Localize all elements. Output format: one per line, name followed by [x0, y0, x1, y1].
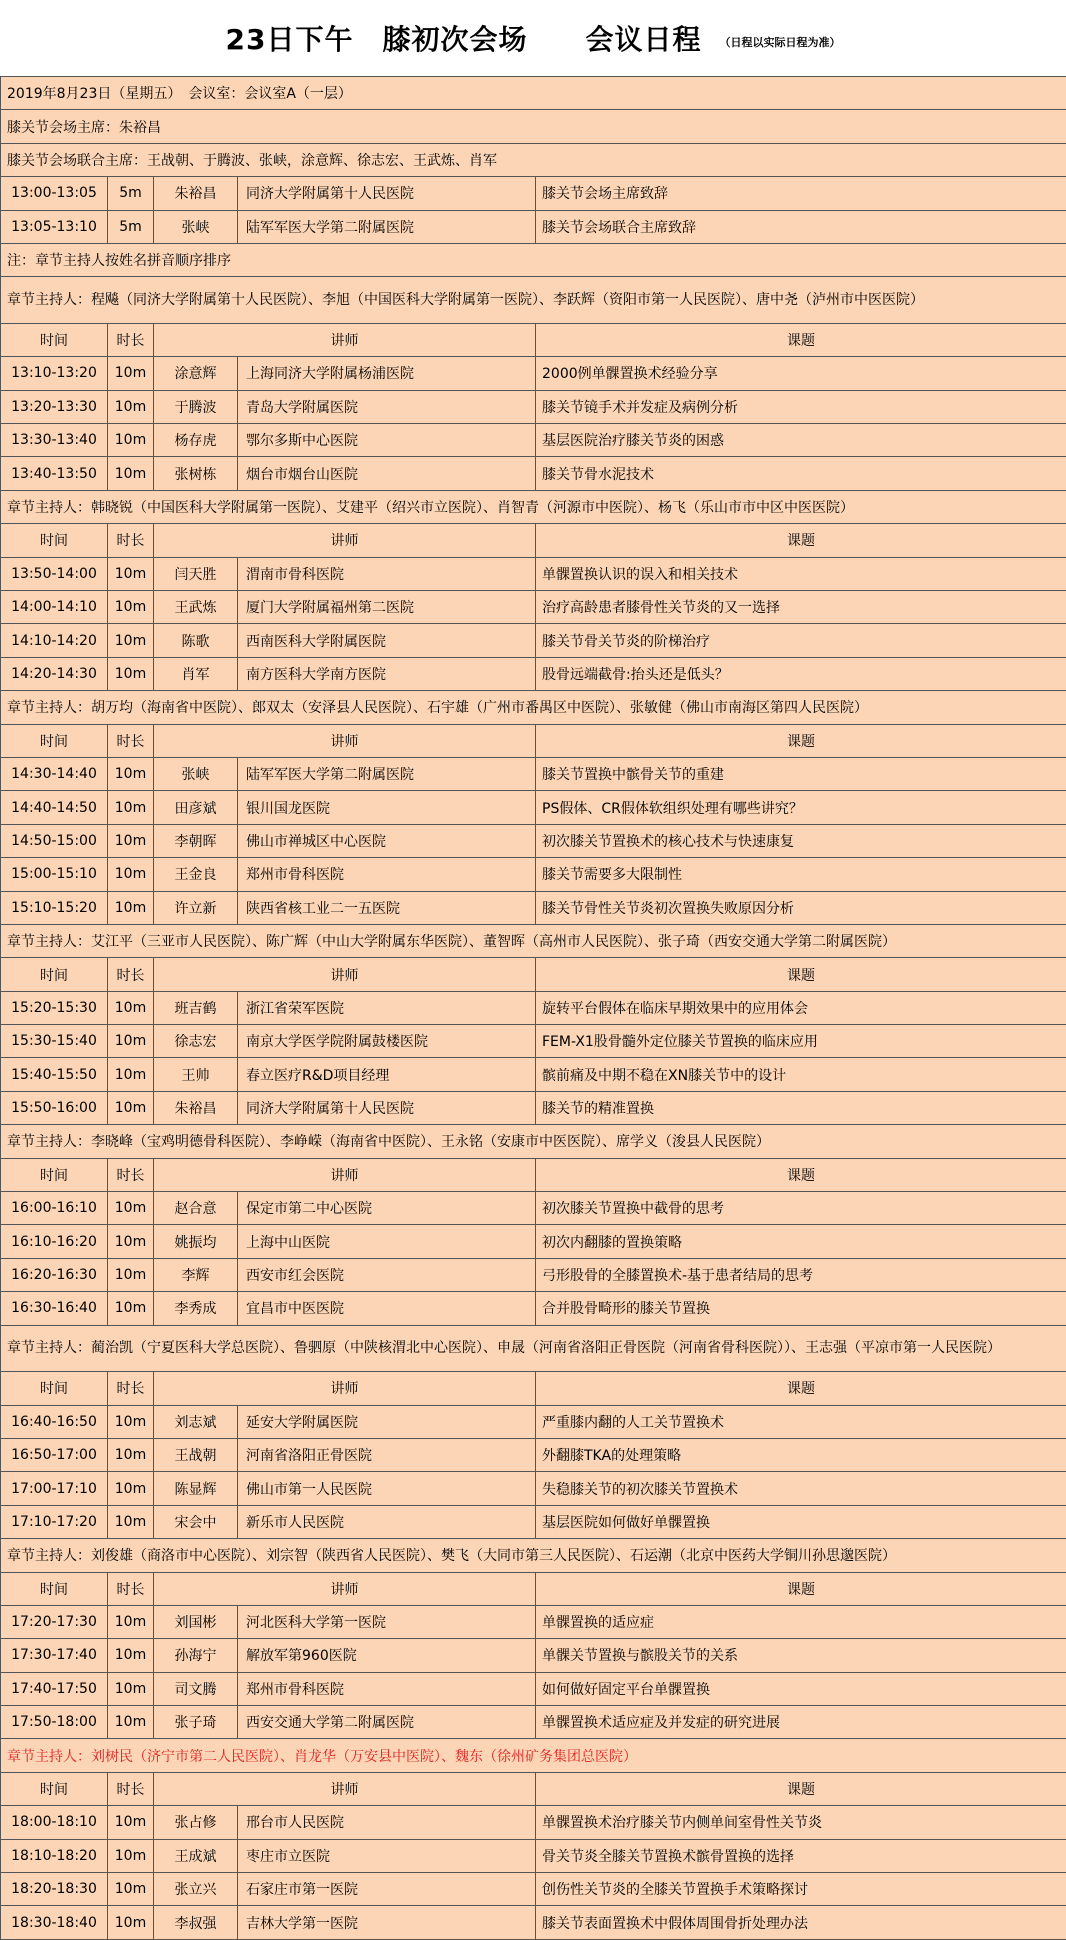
session-row — [1, 1025, 1066, 1058]
session-duration: 10m — [108, 1839, 154, 1872]
column-header-row — [1, 1772, 1066, 1805]
session-row — [1, 624, 1066, 657]
session-topic: 膝关节骨水泥技术 — [536, 457, 1066, 490]
lecturer-name: 王金良 — [154, 858, 238, 891]
session-duration: 10m — [108, 1806, 154, 1839]
session-time: 13:20-13:30 — [1, 390, 108, 423]
session-time: 18:30-18:40 — [1, 1906, 108, 1940]
section-chairs: 章节主持人：艾江平（三亚市人民医院）、陈广辉（中山大学附属东华医院）、董智晖（高州市人民医院）、张子琦（西安交通大学第二附属医院） — [1, 924, 1066, 957]
header-topic: 课题 — [536, 1772, 1066, 1805]
session-time: 13:30-13:40 — [1, 424, 108, 457]
session-duration: 10m — [108, 457, 154, 490]
lecturer-name: 陈歌 — [154, 624, 238, 657]
chair-row — [1, 924, 1066, 957]
lecturer-hospital: 同济大学附属第十人民医院 — [238, 1091, 536, 1124]
chair-row — [1, 277, 1066, 324]
session-row — [1, 1639, 1066, 1672]
session-row — [1, 657, 1066, 690]
section-chairs: 章节主持人：刘俊雄（商洛市中心医院）、刘宗智（陕西省人民医院）、樊飞（大同市第三人民医院）、石运潮（北京中医药大学铜川孙思邈医院） — [1, 1539, 1066, 1572]
lecturer-hospital: 南京大学医学院附属鼓楼医院 — [238, 1025, 536, 1058]
session-duration: 10m — [108, 357, 154, 390]
section-chairs: 章节主持人：蔺治凯（宁夏医科大学总医院）、鲁驷原（中陕核渭北中心医院）、申晟（河南省洛阳正骨医院（河南省骨科医院））、王志强（平凉市第一人民医院） — [1, 1325, 1066, 1372]
lecturer-hospital: 陆军军医大学第二附属医院 — [238, 757, 536, 790]
lecturer-hospital: 吉林大学第一医院 — [238, 1906, 536, 1940]
session-time: 16:10-16:20 — [1, 1225, 108, 1258]
session-time: 17:30-17:40 — [1, 1639, 108, 1672]
session-row — [1, 1873, 1066, 1906]
session-duration: 5m — [108, 210, 154, 243]
session-topic: 单髁置换术治疗膝关节内侧单间室骨性关节炎 — [536, 1806, 1066, 1839]
lecturer-name: 赵合意 — [154, 1192, 238, 1225]
session-topic: 初次膝关节置换中截骨的思考 — [536, 1192, 1066, 1225]
info-row — [1, 110, 1066, 143]
session-duration: 10m — [108, 390, 154, 423]
session-time: 17:20-17:30 — [1, 1605, 108, 1638]
header-lecturer: 讲师 — [154, 524, 536, 557]
lecturer-name: 闫天胜 — [154, 557, 238, 590]
lecturer-hospital: 邢台市人民医院 — [238, 1806, 536, 1839]
info-text: 2019年8月23日（星期五） 会议室：会议室A（一层） — [1, 77, 1066, 110]
lecturer-hospital: 宜昌市中医医院 — [238, 1292, 536, 1325]
session-row — [1, 1505, 1066, 1538]
session-duration: 10m — [108, 1258, 154, 1291]
chair-row — [1, 1325, 1066, 1372]
section-chairs: 章节主持人：李晓峰（宝鸡明德骨科医院）、李峥嵘（海南省中医院）、王永铭（安康市中医医院）、席学义（浚县人民医院） — [1, 1125, 1066, 1158]
session-row — [1, 1225, 1066, 1258]
session-topic: 基层医院治疗膝关节炎的困惑 — [536, 424, 1066, 457]
lecturer-hospital: 鄂尔多斯中心医院 — [238, 424, 536, 457]
session-row — [1, 824, 1066, 857]
session-time: 15:20-15:30 — [1, 991, 108, 1024]
lecturer-hospital: 陆军军医大学第二附属医院 — [238, 210, 536, 243]
session-topic: 膝关节骨性关节炎初次置换失败原因分析 — [536, 891, 1066, 924]
session-row — [1, 557, 1066, 590]
info-row — [1, 243, 1066, 276]
session-time: 13:05-13:10 — [1, 210, 108, 243]
lecturer-hospital: 烟台市烟台山医院 — [238, 457, 536, 490]
info-row — [1, 77, 1066, 110]
lecturer-name: 张树栋 — [154, 457, 238, 490]
column-header-row — [1, 958, 1066, 991]
header-time: 时间 — [1, 1158, 108, 1191]
session-duration: 10m — [108, 557, 154, 590]
session-time: 17:40-17:50 — [1, 1672, 108, 1705]
lecturer-name: 孙海宁 — [154, 1639, 238, 1672]
header-time: 时间 — [1, 323, 108, 356]
session-row — [1, 1438, 1066, 1471]
session-topic: 膝关节骨关节炎的阶梯治疗 — [536, 624, 1066, 657]
lecturer-hospital: 银川国龙医院 — [238, 791, 536, 824]
lecturer-hospital: 渭南市骨科医院 — [238, 557, 536, 590]
lecturer-name: 张占修 — [154, 1806, 238, 1839]
lecturer-name: 王武炼 — [154, 591, 238, 624]
session-topic: 股骨远端截骨:抬头还是低头？ — [536, 657, 1066, 690]
page-title: 23日下午 膝初次会场 会议日程 — [225, 23, 702, 56]
header-topic: 课题 — [536, 524, 1066, 557]
session-topic: 膝关节表面置换术中假体周围骨折处理办法 — [536, 1906, 1066, 1940]
session-row — [1, 1405, 1066, 1438]
session-time: 18:00-18:10 — [1, 1806, 108, 1839]
session-duration: 10m — [108, 1472, 154, 1505]
session-duration: 10m — [108, 1405, 154, 1438]
lecturer-hospital: 河南省洛阳正骨医院 — [238, 1438, 536, 1471]
lecturer-name: 李叔强 — [154, 1906, 238, 1940]
lecturer-hospital: 陕西省核工业二一五医院 — [238, 891, 536, 924]
session-time: 15:50-16:00 — [1, 1091, 108, 1124]
lecturer-hospital: 石家庄市第一医院 — [238, 1873, 536, 1906]
session-duration: 10m — [108, 657, 154, 690]
session-time: 15:40-15:50 — [1, 1058, 108, 1091]
session-duration: 10m — [108, 757, 154, 790]
info-text: 膝关节会场联合主席：王战朝、于腾波、张峡，涂意辉、徐志宏、王武炼、肖军 — [1, 143, 1066, 176]
header-topic: 课题 — [536, 1158, 1066, 1191]
session-topic: 膝关节需要多大限制性 — [536, 858, 1066, 891]
session-topic: 单髁置换认识的误入和相关技术 — [536, 557, 1066, 590]
session-time: 15:00-15:10 — [1, 858, 108, 891]
session-row — [1, 357, 1066, 390]
session-topic: 如何做好固定平台单髁置换 — [536, 1672, 1066, 1705]
session-topic: 初次内翻膝的置换策略 — [536, 1225, 1066, 1258]
session-row — [1, 457, 1066, 490]
session-topic: 单髁置换术适应症及并发症的研究进展 — [536, 1706, 1066, 1739]
session-duration: 10m — [108, 791, 154, 824]
session-duration: 10m — [108, 858, 154, 891]
lecturer-name: 班吉鹤 — [154, 991, 238, 1024]
session-time: 15:10-15:20 — [1, 891, 108, 924]
schedule-table — [0, 76, 1066, 1940]
lecturer-hospital: 新乐市人民医院 — [238, 1505, 536, 1538]
session-time: 14:40-14:50 — [1, 791, 108, 824]
lecturer-name: 姚振均 — [154, 1225, 238, 1258]
lecturer-hospital: 延安大学附属医院 — [238, 1405, 536, 1438]
session-time: 14:10-14:20 — [1, 624, 108, 657]
lecturer-name: 杨存虎 — [154, 424, 238, 457]
lecturer-hospital: 青岛大学附属医院 — [238, 390, 536, 423]
lecturer-name: 涂意辉 — [154, 357, 238, 390]
header-lecturer: 讲师 — [154, 724, 536, 757]
session-topic: 膝关节会场主席致辞 — [536, 177, 1066, 210]
header-time: 时间 — [1, 1772, 108, 1805]
header-time: 时间 — [1, 524, 108, 557]
header-duration: 时长 — [108, 524, 154, 557]
lecturer-name: 王帅 — [154, 1058, 238, 1091]
session-row — [1, 591, 1066, 624]
header-duration: 时长 — [108, 1372, 154, 1405]
session-topic: FEM-X1股骨髓外定位膝关节置换的临床应用 — [536, 1025, 1066, 1058]
info-row — [1, 143, 1066, 176]
session-row — [1, 757, 1066, 790]
lecturer-name: 许立新 — [154, 891, 238, 924]
header-duration: 时长 — [108, 323, 154, 356]
header-lecturer: 讲师 — [154, 1158, 536, 1191]
session-time: 14:20-14:30 — [1, 657, 108, 690]
lecturer-name: 陈显辉 — [154, 1472, 238, 1505]
session-time: 15:30-15:40 — [1, 1025, 108, 1058]
session-time: 17:50-18:00 — [1, 1706, 108, 1739]
lecturer-name: 朱裕昌 — [154, 177, 238, 210]
session-row — [1, 1672, 1066, 1705]
session-time: 13:00-13:05 — [1, 177, 108, 210]
session-row — [1, 1605, 1066, 1638]
session-time: 14:50-15:00 — [1, 824, 108, 857]
session-duration: 10m — [108, 1225, 154, 1258]
lecturer-name: 宋会中 — [154, 1505, 238, 1538]
session-duration: 10m — [108, 1025, 154, 1058]
session-row — [1, 1258, 1066, 1291]
section-chairs: 章节主持人：韩晓锐（中国医科大学附属第一医院）、艾建平（绍兴市立医院）、肖智青（河源市中医院）、杨飞（乐山市市中区中医医院） — [1, 490, 1066, 523]
header-duration: 时长 — [108, 1772, 154, 1805]
session-duration: 10m — [108, 1639, 154, 1672]
chair-row — [1, 691, 1066, 724]
lecturer-name: 徐志宏 — [154, 1025, 238, 1058]
session-topic: 单髁关节置换与髌股关节的关系 — [536, 1639, 1066, 1672]
header-time: 时间 — [1, 1372, 108, 1405]
column-header-row — [1, 1372, 1066, 1405]
lecturer-hospital: 西安市红会医院 — [238, 1258, 536, 1291]
session-time: 14:00-14:10 — [1, 591, 108, 624]
session-topic: 膝关节会场联合主席致辞 — [536, 210, 1066, 243]
header-time: 时间 — [1, 724, 108, 757]
column-header-row — [1, 724, 1066, 757]
session-topic: 单髁置换的适应症 — [536, 1605, 1066, 1638]
session-duration: 10m — [108, 824, 154, 857]
session-duration: 10m — [108, 1672, 154, 1705]
session-time: 16:50-17:00 — [1, 1438, 108, 1471]
session-row — [1, 1192, 1066, 1225]
session-topic: 髌前痛及中期不稳在XN膝关节中的设计 — [536, 1058, 1066, 1091]
session-duration: 10m — [108, 591, 154, 624]
session-topic: 基层医院如何做好单髁置换 — [536, 1505, 1066, 1538]
lecturer-name: 王成斌 — [154, 1839, 238, 1872]
session-row — [1, 1839, 1066, 1872]
lecturer-name: 刘国彬 — [154, 1605, 238, 1638]
lecturer-name: 王战朝 — [154, 1438, 238, 1471]
lecturer-hospital: 郑州市骨科医院 — [238, 858, 536, 891]
lecturer-hospital: 上海中山医院 — [238, 1225, 536, 1258]
session-time: 16:30-16:40 — [1, 1292, 108, 1325]
header-lecturer: 讲师 — [154, 1772, 536, 1805]
session-duration: 10m — [108, 1605, 154, 1638]
column-header-row — [1, 323, 1066, 356]
lecturer-hospital: 同济大学附属第十人民医院 — [238, 177, 536, 210]
lecturer-hospital: 佛山市禅城区中心医院 — [238, 824, 536, 857]
session-topic: 2000例单髁置换术经验分享 — [536, 357, 1066, 390]
header-topic: 课题 — [536, 1372, 1066, 1405]
session-time: 17:00-17:10 — [1, 1472, 108, 1505]
header-topic: 课题 — [536, 958, 1066, 991]
lecturer-hospital: 枣庄市立医院 — [238, 1839, 536, 1872]
column-header-row — [1, 1158, 1066, 1191]
header-lecturer: 讲师 — [154, 958, 536, 991]
session-row — [1, 1706, 1066, 1739]
session-topic: 合并股骨畸形的膝关节置换 — [536, 1292, 1066, 1325]
session-duration: 10m — [108, 1091, 154, 1124]
lecturer-name: 李朝晖 — [154, 824, 238, 857]
session-time: 18:20-18:30 — [1, 1873, 108, 1906]
header-lecturer: 讲师 — [154, 1372, 536, 1405]
lecturer-hospital: 郑州市骨科医院 — [238, 1672, 536, 1705]
session-topic: 严重膝内翻的人工关节置换术 — [536, 1405, 1066, 1438]
header-duration: 时长 — [108, 1572, 154, 1605]
session-topic: 外翻膝TKA的处理策略 — [536, 1438, 1066, 1471]
session-topic: 膝关节置换中髌骨关节的重建 — [536, 757, 1066, 790]
lecturer-name: 张峡 — [154, 757, 238, 790]
lecturer-name: 张子琦 — [154, 1706, 238, 1739]
session-row — [1, 1058, 1066, 1091]
session-row — [1, 858, 1066, 891]
lecturer-name: 田彦斌 — [154, 791, 238, 824]
session-duration: 10m — [108, 891, 154, 924]
session-time: 13:10-13:20 — [1, 357, 108, 390]
session-duration: 10m — [108, 1706, 154, 1739]
session-row — [1, 791, 1066, 824]
session-time: 13:40-13:50 — [1, 457, 108, 490]
lecturer-name: 司文腾 — [154, 1672, 238, 1705]
session-duration: 10m — [108, 1292, 154, 1325]
session-row — [1, 424, 1066, 457]
session-topic: 骨关节炎全膝关节置换术髌骨置换的选择 — [536, 1839, 1066, 1872]
header-duration: 时长 — [108, 958, 154, 991]
lecturer-name: 肖军 — [154, 657, 238, 690]
session-topic: 创伤性关节炎的全膝关节置换手术策略探讨 — [536, 1873, 1066, 1906]
session-topic: 初次膝关节置换术的核心技术与快速康复 — [536, 824, 1066, 857]
session-time: 16:00-16:10 — [1, 1192, 108, 1225]
session-time: 16:20-16:30 — [1, 1258, 108, 1291]
session-duration: 10m — [108, 991, 154, 1024]
session-duration: 10m — [108, 1058, 154, 1091]
session-topic: 旋转平台假体在临床早期效果中的应用体会 — [536, 991, 1066, 1024]
session-duration: 10m — [108, 424, 154, 457]
header-time: 时间 — [1, 958, 108, 991]
section-chairs: 章节主持人：胡万均（海南省中医院）、郎双太（安泽县人民医院）、石宇雄（广州市番禺区中医院）、张敏健（佛山市南海区第四人民医院） — [1, 691, 1066, 724]
session-duration: 10m — [108, 1873, 154, 1906]
header-topic: 课题 — [536, 323, 1066, 356]
header-lecturer: 讲师 — [154, 1572, 536, 1605]
lecturer-hospital: 保定市第二中心医院 — [238, 1192, 536, 1225]
column-header-row — [1, 1572, 1066, 1605]
lecturer-hospital: 佛山市第一人民医院 — [238, 1472, 536, 1505]
session-row — [1, 210, 1066, 243]
header-topic: 课题 — [536, 1572, 1066, 1605]
session-topic: 膝关节镜手术并发症及病例分析 — [536, 390, 1066, 423]
lecturer-name: 于腾波 — [154, 390, 238, 423]
header-duration: 时长 — [108, 724, 154, 757]
session-topic: PS假体、CR假体软组织处理有哪些讲究？ — [536, 791, 1066, 824]
chair-row — [1, 1125, 1066, 1158]
lecturer-hospital: 西南医科大学附属医院 — [238, 624, 536, 657]
session-duration: 10m — [108, 1505, 154, 1538]
session-topic: 弓形股骨的全膝置换术-基于患者结局的思考 — [536, 1258, 1066, 1291]
lecturer-hospital: 河北医科大学第一医院 — [238, 1605, 536, 1638]
chair-row — [1, 1739, 1066, 1772]
column-header-row — [1, 524, 1066, 557]
lecturer-hospital: 浙江省荣军医院 — [238, 991, 536, 1024]
session-row — [1, 177, 1066, 210]
page-header — [0, 0, 1066, 76]
session-time: 18:10-18:20 — [1, 1839, 108, 1872]
lecturer-hospital: 上海同济大学附属杨浦医院 — [238, 357, 536, 390]
session-row — [1, 1806, 1066, 1839]
session-row — [1, 390, 1066, 423]
session-row — [1, 1091, 1066, 1124]
lecturer-name: 李辉 — [154, 1258, 238, 1291]
info-text: 注：章节主持人按姓名拼音顺序排序 — [1, 243, 1066, 276]
info-text: 膝关节会场主席：朱裕昌 — [1, 110, 1066, 143]
session-duration: 10m — [108, 1906, 154, 1940]
session-duration: 10m — [108, 624, 154, 657]
session-time: 16:40-16:50 — [1, 1405, 108, 1438]
lecturer-hospital: 厦门大学附属福州第二医院 — [238, 591, 536, 624]
header-lecturer: 讲师 — [154, 323, 536, 356]
lecturer-hospital: 解放军第960医院 — [238, 1639, 536, 1672]
lecturer-hospital: 南方医科大学南方医院 — [238, 657, 536, 690]
session-row — [1, 1906, 1066, 1940]
session-duration: 5m — [108, 177, 154, 210]
lecturer-hospital: 春立医疗R&D项目经理 — [238, 1058, 536, 1091]
title-note: （日程以实际日程为准） — [719, 36, 841, 49]
session-time: 17:10-17:20 — [1, 1505, 108, 1538]
session-row — [1, 1472, 1066, 1505]
lecturer-hospital: 西安交通大学第二附属医院 — [238, 1706, 536, 1739]
session-time: 14:30-14:40 — [1, 757, 108, 790]
session-topic: 失稳膝关节的初次膝关节置换术 — [536, 1472, 1066, 1505]
chair-row — [1, 490, 1066, 523]
session-topic: 治疗高龄患者膝骨性关节炎的又一选择 — [536, 591, 1066, 624]
section-chairs: 章节主持人：程飚（同济大学附属第十人民医院）、李旭（中国医科大学附属第一医院）、李跃辉（资阳市第一人民医院）、唐中尧（泸州市中医医院） — [1, 277, 1066, 324]
lecturer-name: 李秀成 — [154, 1292, 238, 1325]
header-topic: 课题 — [536, 724, 1066, 757]
lecturer-name: 张峡 — [154, 210, 238, 243]
chair-row — [1, 1539, 1066, 1572]
section-chairs: 章节主持人：刘树民（济宁市第二人民医院）、肖龙华（万安县中医院）、魏东（徐州矿务集团总医院） — [1, 1739, 1066, 1772]
session-topic: 膝关节的精准置换 — [536, 1091, 1066, 1124]
session-row — [1, 891, 1066, 924]
session-duration: 10m — [108, 1192, 154, 1225]
lecturer-name: 张立兴 — [154, 1873, 238, 1906]
session-duration: 10m — [108, 1438, 154, 1471]
header-duration: 时长 — [108, 1158, 154, 1191]
session-row — [1, 1292, 1066, 1325]
session-row — [1, 991, 1066, 1024]
lecturer-name: 朱裕昌 — [154, 1091, 238, 1124]
header-time: 时间 — [1, 1572, 108, 1605]
session-time: 13:50-14:00 — [1, 557, 108, 590]
lecturer-name: 刘志斌 — [154, 1405, 238, 1438]
